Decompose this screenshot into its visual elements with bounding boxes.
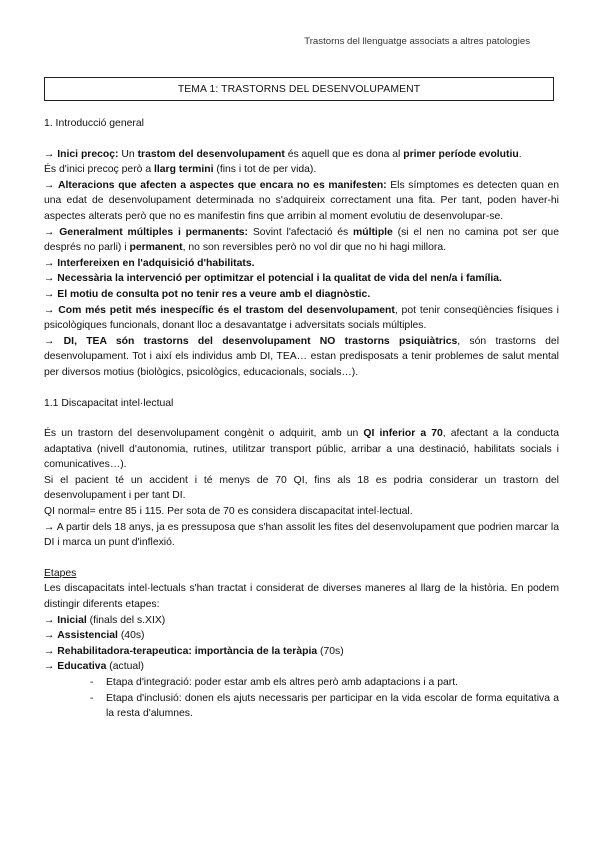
arrow-icon: → bbox=[44, 614, 55, 626]
etapa-item: → Educativa (actual) bbox=[44, 661, 144, 673]
arrow-icon: → bbox=[44, 273, 55, 285]
arrow-icon: → bbox=[44, 645, 55, 657]
bullet-intervencio: → Necessària la intervenció per optimitzar el potencial i la qualitat de vida del nen/a i família. bbox=[44, 273, 502, 285]
subsection-heading: 1.1 Discapacitat intel·lectual bbox=[44, 397, 174, 409]
bullet-multiples: → Generalment múltiples i permanents: Sovint l'afectació és múltiple (si el nen no camina pot ser que després no parli) i permanent, no son reversibles però no vol dir que no hi hagi millora. bbox=[44, 226, 559, 254]
bullet-inici-precoc: → Inici precoç: Un trastom del desenvolupament és aquell que es dona al primer període evolutiu. bbox=[44, 148, 522, 160]
arrow-icon: → bbox=[44, 288, 55, 300]
etapes-heading: Etapes bbox=[44, 567, 77, 579]
bullet-alteracions: → Alteracions que afecten a aspectes que encara no es manifesten: Els símptomes es detecten quan en una edat de desenvolupament determinada no s'adquireix correctament una fita. Per tant, poden haver-hi aspectes alterats però que no es manifestin fins que arribin al moment evolutiu de desenvolupar-se. bbox=[44, 179, 560, 222]
arrow-icon: → bbox=[44, 257, 55, 269]
arrow-icon: → bbox=[44, 304, 55, 316]
arrow-icon: → bbox=[44, 335, 55, 347]
paragraph: Si el pacient té un accident i té menys de 70 QI, fins als 18 es podria considerar un trastorn del desenvolupament i per tant DI. bbox=[44, 474, 559, 502]
bullet-di-tea: → DI, TEA són trastorns del desenvolupament NO trastorns psiquiàtrics, són trastorns del desenvolupament. Tot i així els individus amb DI, TEA… estan predisposats a tenir problemes de salut mental per diversos motius (biològics, psicològics, educacionals, socials…). bbox=[44, 335, 560, 378]
etapa-item: → Rehabilitadora-terapeutica: importància de la teràpia (70s) bbox=[44, 645, 344, 657]
document-body bbox=[44, 116, 559, 722]
arrow-icon: → bbox=[44, 630, 55, 642]
bullet-inespecific: → Com més petit més inespecífic és el trastom del desenvolupament, pot tenir conseqüències físiques i psicològiques funcionals, donant lloc a desavantatge i adversitats socials múltiples. bbox=[44, 304, 559, 332]
arrow-icon: → bbox=[44, 179, 55, 191]
bullet-interfereixen: → Interfereixen en l'adquisició d'habilitats. bbox=[44, 257, 255, 269]
paragraph: → A partir dels 18 anys, ja es pressuposa que s'han assolit les fites del desenvolupament que podrien marcar la DI i marca un punt d'inflexió. bbox=[44, 521, 559, 549]
etapa-item: → Inicial (finals del s.XIX) bbox=[44, 614, 166, 626]
list-item: - Etapa d'integració: poder estar amb els altres però amb adaptacions i a part. bbox=[90, 675, 559, 691]
paragraph: És un trastorn del desenvolupament congènit o adquirit, amb un QI inferior a 70, afectant a la conducta adaptativa (nivell d'autonomia, rutines, utilitzar transport públic, arribar a una destinació, habilitats socials i comunicatives…). bbox=[44, 428, 559, 471]
section-heading: 1. Introducció general bbox=[44, 118, 144, 129]
bullet-motiu-consulta: → El motiu de consulta pot no tenir res a veure amb el diagnòstic. bbox=[44, 288, 371, 300]
chapter-title-box bbox=[44, 77, 554, 101]
arrow-icon: → bbox=[44, 661, 55, 673]
arrow-icon: → bbox=[44, 148, 55, 160]
list-item: - Etapa d'inclusió: donen els ajuts necessaris per participar en la vida escolar de forma equitativa a la resta d'alumnes. bbox=[90, 691, 559, 722]
paragraph: QI normal= entre 85 i 115. Per sota de 70 es considera discapacitat intel·lectual. bbox=[44, 506, 413, 518]
chapter-title: TEMA 1: TRASTORNS DEL DESENVOLUPAMENT bbox=[177, 83, 421, 95]
paragraph: És d'inici precoç però a llarg termini (fins i tot de per vida). bbox=[44, 164, 317, 176]
arrow-icon: → bbox=[44, 226, 55, 238]
etapa-item: → Assistencial (40s) bbox=[44, 630, 145, 642]
etapa-sublist bbox=[44, 675, 559, 722]
arrow-icon: → bbox=[44, 521, 55, 533]
paragraph: Les discapacitats intel·lectuals s'han tractat i considerat de diverses maneres al llarg de la història. En podem distingir diferents etapes: bbox=[44, 583, 559, 611]
running-header: Trastorns del llenguatge associats a altres patologies bbox=[304, 36, 530, 47]
